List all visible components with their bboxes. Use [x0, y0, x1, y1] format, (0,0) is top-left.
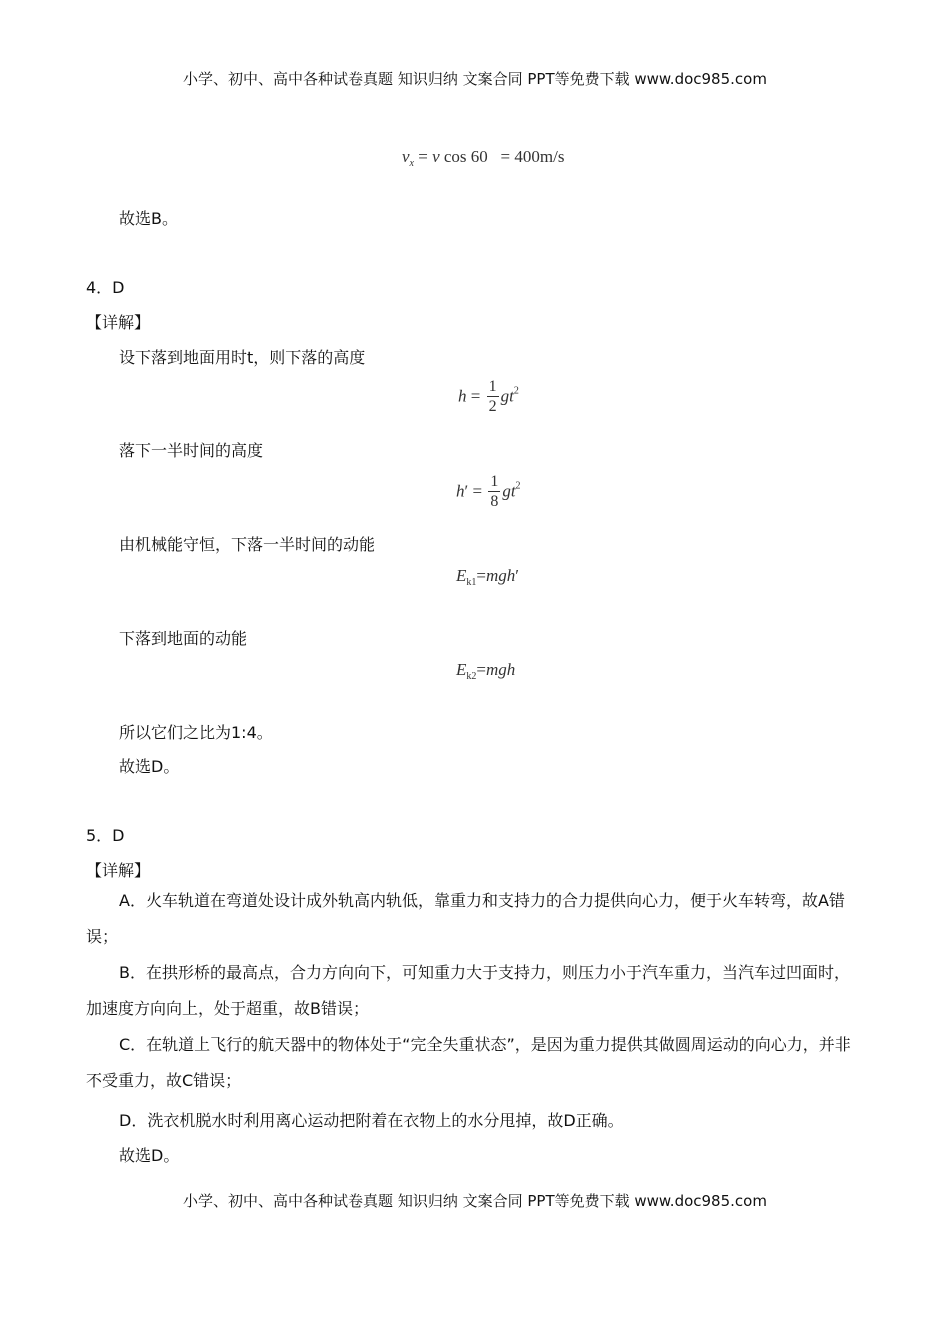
q4-line4: 下落到地面的动能 [119, 629, 248, 648]
q4-choose: 故选D。 [119, 757, 180, 776]
q5-detail-heading: 【详解】 [86, 861, 151, 880]
q5-number: 5．D [86, 826, 125, 845]
q4-line3: 由机械能守恒，下落一半时间的动能 [119, 535, 376, 554]
q4-line1: 设下落到地面用时t，则下落的高度 [119, 348, 366, 367]
q5-option-d: D．洗衣机脱水时利用离心运动把附着在衣物上的水分甩掉，故D正确。 [119, 1111, 624, 1130]
formula-ek2: $E_{k2}=mgh$ [456, 660, 516, 682]
choose-b: 故选B。 [119, 209, 178, 228]
formula-ek1: $E_{k1}=mgh'$ [456, 566, 519, 588]
formula-h: h = $\frac{1}{2}$ $gt^2$ [458, 378, 519, 415]
page-footer: 小学、初中、高中各种试卷真题 知识归纳 文案合同 PPT等免费下载 www.doc985.com [183, 1192, 767, 1210]
q4-line5: 所以它们之比为1:4。 [119, 723, 273, 742]
q5-option-a: A．火车轨道在弯道处设计成外轨高内轨低，靠重力和支持力的合力提供向心力，便于火车转弯，故A错误； [86, 891, 845, 946]
q5-option-c: C．在轨道上飞行的航天器中的物体处于“完全失重状态”，是因为重力提供其做圆周运动的向心力，并非不受重力，故C错误； [86, 1035, 851, 1090]
page-header: 小学、初中、高中各种试卷真题 知识归纳 文案合同 PPT等免费下载 www.doc985.com [183, 70, 767, 88]
q4-line2: 落下一半时间的高度 [119, 441, 264, 460]
q5-option-b: B．在拱形桥的最高点，合力方向向下，可知重力大于支持力，则压力小于汽车重力，当汽车过凹面时，加速度方向向上，处于超重，故B错误； [86, 963, 850, 1018]
q4-number: 4．D [86, 278, 125, 297]
formula-h-prime: h′ = $\frac{1}{8}$ $gt^2$ [456, 473, 521, 510]
formula-vx: $v_x = v$ cos 60 = 400m/s [402, 147, 565, 169]
q5-choose: 故选D。 [119, 1146, 180, 1165]
q4-detail-heading: 【详解】 [86, 313, 151, 332]
